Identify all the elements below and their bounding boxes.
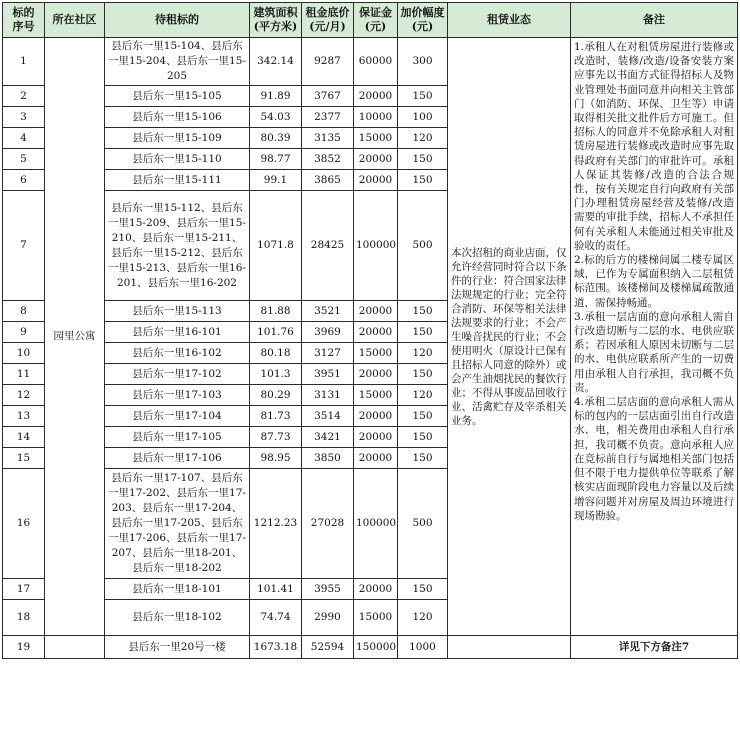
cell-price: 3852: [302, 149, 354, 170]
cell-area: 74.74: [250, 600, 302, 636]
cell-target: 县后东一里18-101: [105, 579, 250, 600]
cell-price: 2377: [302, 107, 354, 128]
cell-no: 1: [3, 38, 45, 86]
cell-price: 28425: [302, 191, 354, 301]
cell-target: 县后东一里15-110: [105, 149, 250, 170]
header-price: 租金底价 (元/月): [302, 3, 354, 38]
cell-price: 3127: [302, 343, 354, 364]
cell-deposit: 20000: [354, 427, 398, 448]
cell-community-empty: [45, 636, 105, 659]
header-row: [3, 3, 738, 38]
cell-increment: 120: [398, 343, 448, 364]
cell-no: 11: [3, 364, 45, 385]
cell-area: 81.73: [250, 406, 302, 427]
cell-increment: 150: [398, 427, 448, 448]
cell-no: 12: [3, 385, 45, 406]
cell-target: 县后东一里15-111: [105, 170, 250, 191]
cell-price: 9287: [302, 38, 354, 86]
cell-price: 3955: [302, 579, 354, 600]
cell-deposit: 150000: [354, 636, 398, 659]
cell-area: 87.73: [250, 427, 302, 448]
cell-no: 2: [3, 86, 45, 107]
cell-target: 县后东一里17-103: [105, 385, 250, 406]
cell-increment: 150: [398, 301, 448, 322]
cell-increment: 120: [398, 600, 448, 636]
cell-area: 1071.8: [250, 191, 302, 301]
cell-deposit: 20000: [354, 86, 398, 107]
cell-increment: 300: [398, 38, 448, 86]
cell-increment: 150: [398, 579, 448, 600]
cell-community: 园里公寓: [45, 38, 105, 636]
cell-price: 2990: [302, 600, 354, 636]
cell-increment: 100: [398, 107, 448, 128]
cell-no: 16: [3, 469, 45, 579]
cell-deposit: 15000: [354, 343, 398, 364]
cell-deposit: 20000: [354, 406, 398, 427]
cell-increment: 150: [398, 406, 448, 427]
cell-no: 15: [3, 448, 45, 469]
cell-area: 101.3: [250, 364, 302, 385]
cell-target: 县后东一里17-106: [105, 448, 250, 469]
cell-increment: 120: [398, 385, 448, 406]
cell-area: 101.41: [250, 579, 302, 600]
cell-area: 80.29: [250, 385, 302, 406]
cell-no: 7: [3, 191, 45, 301]
cell-deposit: 20000: [354, 170, 398, 191]
cell-price: 3951: [302, 364, 354, 385]
cell-area: 54.03: [250, 107, 302, 128]
cell-increment: 120: [398, 128, 448, 149]
cell-increment: 1000: [398, 636, 448, 659]
cell-deposit: 15000: [354, 385, 398, 406]
table-body: [3, 38, 738, 659]
header-deposit: 保证金 (元): [354, 3, 398, 38]
cell-deposit: 100000: [354, 469, 398, 579]
cell-area: 80.39: [250, 128, 302, 149]
cell-area: 1673.18: [250, 636, 302, 659]
cell-deposit: 20000: [354, 301, 398, 322]
header-area: 建筑面积 (平方米): [250, 3, 302, 38]
cell-price: 3969: [302, 322, 354, 343]
cell-area: 101.76: [250, 322, 302, 343]
cell-increment: 500: [398, 191, 448, 301]
cell-no: 6: [3, 170, 45, 191]
cell-deposit: 10000: [354, 107, 398, 128]
header-community: 所在社区: [45, 3, 105, 38]
cell-format: 本次招租的商业店面，仅允许经营同时符合以下条件的行业：符合国家法律法规规定的行业；完全符合消防、环保等相关法律法规要求的行业；不会产生噪音扰民的行业；不会使用明火（原设计已保有且招标人同意的除外）或会产生油烟扰民的餐饮行业；不得从事废品回收行业、活禽贮存及宰杀相关业务。: [448, 38, 571, 636]
cell-price: 52594: [302, 636, 354, 659]
table-row: [3, 636, 738, 659]
cell-increment: 150: [398, 322, 448, 343]
cell-no: 8: [3, 301, 45, 322]
cell-increment: 150: [398, 364, 448, 385]
cell-increment: 150: [398, 448, 448, 469]
cell-area: 1212.23: [250, 469, 302, 579]
cell-no: 13: [3, 406, 45, 427]
cell-target: 县后东一里15-106: [105, 107, 250, 128]
cell-target: 县后东一里18-102: [105, 600, 250, 636]
cell-increment: 150: [398, 170, 448, 191]
header-target: 待租标的: [105, 3, 250, 38]
cell-price: 3865: [302, 170, 354, 191]
cell-no: 10: [3, 343, 45, 364]
cell-area: 98.95: [250, 448, 302, 469]
rental-table: [2, 2, 738, 659]
cell-target: 县后东一里16-102: [105, 343, 250, 364]
cell-price: 3767: [302, 86, 354, 107]
header-no: 标的 序号: [3, 3, 45, 38]
header-remark: 备注: [571, 3, 738, 38]
cell-target: 县后东一里15-104、县后东一里15-204、县后东一里15-205: [105, 38, 250, 86]
cell-no: 17: [3, 579, 45, 600]
cell-no: 3: [3, 107, 45, 128]
cell-area: 80.18: [250, 343, 302, 364]
cell-target: 县后东一里17-105: [105, 427, 250, 448]
cell-target: 县后东一里17-102: [105, 364, 250, 385]
cell-increment: 150: [398, 86, 448, 107]
header-increment: 加价幅度 (元): [398, 3, 448, 38]
cell-area: 98.77: [250, 149, 302, 170]
cell-target: 县后东一里20号一楼: [105, 636, 250, 659]
cell-target: 县后东一里16-101: [105, 322, 250, 343]
table-row: [3, 38, 738, 86]
cell-increment: 500: [398, 469, 448, 579]
cell-deposit: 15000: [354, 600, 398, 636]
cell-price: 27028: [302, 469, 354, 579]
cell-area: 91.89: [250, 86, 302, 107]
cell-no: 4: [3, 128, 45, 149]
cell-target: 县后东一里17-107、县后东一里17-202、县后东一里17-203、县后东一里17-204、县后东一里17-205、县后东一里17-206、县后东一里17-207、县后东一里18-201、县后东一里18-202: [105, 469, 250, 579]
cell-price: 3135: [302, 128, 354, 149]
cell-deposit: 20000: [354, 448, 398, 469]
cell-target: 县后东一里17-104: [105, 406, 250, 427]
cell-area: 342.14: [250, 38, 302, 86]
cell-area: 81.88: [250, 301, 302, 322]
cell-no: 5: [3, 149, 45, 170]
cell-deposit: 100000: [354, 191, 398, 301]
cell-target: 县后东一里15-113: [105, 301, 250, 322]
cell-deposit: 20000: [354, 149, 398, 170]
cell-last-remark: 详见下方备注7: [571, 636, 738, 659]
cell-format-empty: [448, 636, 571, 659]
cell-no: 14: [3, 427, 45, 448]
cell-price: 3850: [302, 448, 354, 469]
cell-price: 3521: [302, 301, 354, 322]
cell-no: 9: [3, 322, 45, 343]
cell-deposit: 20000: [354, 579, 398, 600]
cell-remarks: 1.承租人在对租赁房屋进行装修或改造时，装修/改造/设备安装方案应事先以书面方式征得招标人及物业管理处书面同意并向相关主管部门（如消防、环保、卫生等）申请取得相关批文批件后方可施工。但招标人的同意并不免除承租人对租赁房屋进行装修或改造时应事先取得政府有关部门的审批许可。承租人保证其装修/改造的合法合规性，按有关规定自行向政府有关部门办理租赁房屋经营及装修/改造需要的审批手续，招标人不承担任何有关承租人未能通过相关审批及验收的责任。 2.标的后方的楼梯间属二楼专属区域，已作为专属面积纳入二层租赁标范围。该楼梯间及楼梯属疏散通道，需保持畅通。 3.承租一层店面的意向承租人需自行改造切断与二层的水、电供应联系；若因承租人原因未切断与二层的水、电供应联系所产生的一切费用由承租人自行承担，我司概不负责。 4.承租二层店面的意向承租人需从标的包内的一层店面引出自行改造水、电，相关费用由承租人自行承担，我司概不负责。意向承租人应在竞标前自行与属地相关部门包括但不限于电力提供单位等联系了解核实店面现阶段电力容量以及后续增容问题并对房屋及周边环境进行现场勘验。: [571, 38, 738, 636]
cell-target: 县后东一里15-109: [105, 128, 250, 149]
cell-target: 县后东一里15-105: [105, 86, 250, 107]
cell-no: 18: [3, 600, 45, 636]
header-format: 租赁业态: [448, 3, 571, 38]
cell-price: 3514: [302, 406, 354, 427]
cell-deposit: 20000: [354, 364, 398, 385]
cell-increment: 150: [398, 149, 448, 170]
cell-target: 县后东一里15-112、县后东一里15-209、县后东一里15-210、县后东一里15-211、县后东一里15-212、县后东一里15-213、县后东一里16-201、县后东一里16-202: [105, 191, 250, 301]
cell-no: 19: [3, 636, 45, 659]
cell-deposit: 20000: [354, 322, 398, 343]
cell-area: 99.1: [250, 170, 302, 191]
cell-deposit: 60000: [354, 38, 398, 86]
cell-deposit: 15000: [354, 128, 398, 149]
cell-price: 3131: [302, 385, 354, 406]
cell-price: 3421: [302, 427, 354, 448]
